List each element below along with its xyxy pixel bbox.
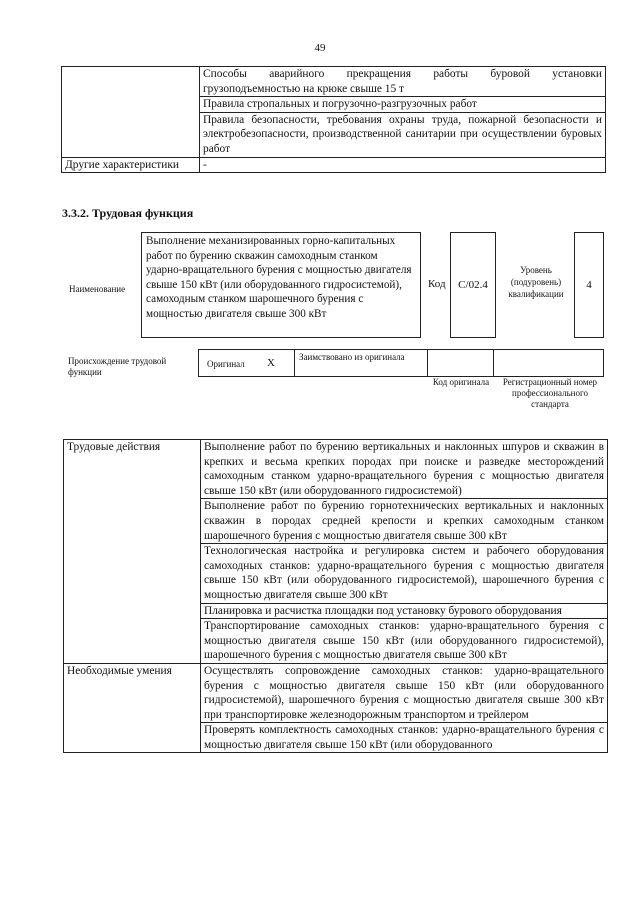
top-table-item: Правила стропальных и погрузочно-разгрузочных работ [200, 97, 606, 113]
original-label: Оригинал [207, 359, 245, 369]
origin-box [198, 349, 604, 377]
level-value: 4 [574, 232, 604, 338]
original-mark: X [267, 357, 275, 369]
section-title: 3.3.2. Трудовая функция [62, 206, 194, 220]
origin-divider [427, 350, 428, 376]
origin-divider [294, 350, 295, 376]
required-skills-label: Необходимые умения [64, 663, 201, 753]
other-characteristics-value: - [200, 157, 606, 173]
main-table [63, 439, 608, 753]
code-original-caption: Код оригинала [432, 377, 490, 387]
other-characteristics-label: Другие характеристики [62, 157, 200, 173]
code-label: Код [428, 278, 446, 290]
borrowed-label: Заимствовано из оригинала [299, 352, 405, 362]
required-skill-item: Проверять комплектность самоходных станков: ударно-вращательного бурения с мощностью двигателя свыше 150 кВт (или оборудованного [201, 723, 608, 753]
labor-action-item: Выполнение работ по бурению вертикальных и наклонных шпуров и скважин в крепких и весьма крепких породах при поиске и разведке месторождений самоходным станком ударно-вращательного бурения с мощностью двигателя свыше 150 кВт (или оборудованного гидросистемой) [201, 440, 608, 499]
name-label: Наименование [69, 284, 126, 294]
labor-action-item: Выполнение работ по бурению горнотехнических вертикальных и наклонных скважин в породах средней крепости и крепких самоходным станком шарошечного бурения с мощностью двигателя свыше 300 кВт [201, 499, 608, 544]
page-number: 49 [314, 42, 326, 54]
labor-action-item: Планировка и расчистка площадки под установку бурового оборудования [201, 603, 608, 619]
code-value: С/02.4 [450, 232, 496, 338]
function-name: Выполнение механизированных горно-капитальных работ по бурению скважин самоходным станком ударно-вращательного бурения с мощностью двигателя свыше 150 кВт (или оборудованного гидросистемой), самоходным станком шарошечного бурения с мощностью двигателя свыше 300 кВт [141, 232, 421, 338]
labor-action-item: Технологическая настройка и регулировка систем и рабочего оборудования самоходных станков: ударно-вращательного бурения с мощностью двигателя свыше 150 кВт (или оборудованного гидросистемой), шарошечного бурения с мощностью двигателя свыше 300 кВт [201, 544, 608, 603]
required-skill-item: Осуществлять сопровождение самоходных станков: ударно-вращательного бурения с мощностью двигателя свыше 150 кВт (или оборудованного гидросистемой), шарошечного бурения с мощностью двигателя свыше 300 кВт при транспортировке железнодорожным транспортом и трейлером [201, 663, 608, 722]
labor-action-item: Транспортирование самоходных станков: ударно-вращательного бурения с мощностью двигателя свыше 150 кВт (или оборудованного гидросистемой), шарошечного бурения с мощностью двигателя свыше 300 кВт [201, 619, 608, 664]
labor-actions-label: Трудовые действия [64, 440, 201, 664]
top-table [61, 66, 606, 173]
origin-label: Происхождение трудовой функции [68, 356, 167, 377]
origin-divider [493, 350, 494, 376]
level-label: Уровень (подуровень) квалификации [508, 265, 564, 299]
top-table-item: Правила безопасности, требования охраны труда, пожарной безопасности и электробезопасности, производственной санитарии при осуществлении буровых работ [200, 112, 606, 157]
top-table-empty-label [62, 67, 200, 158]
reg-number-caption: Регистрационный номер профессионального стандарта [502, 377, 598, 409]
top-table-item: Способы аварийного прекращения работы буровой установки грузоподъемностью на крюке свыше 15 т [200, 67, 606, 97]
